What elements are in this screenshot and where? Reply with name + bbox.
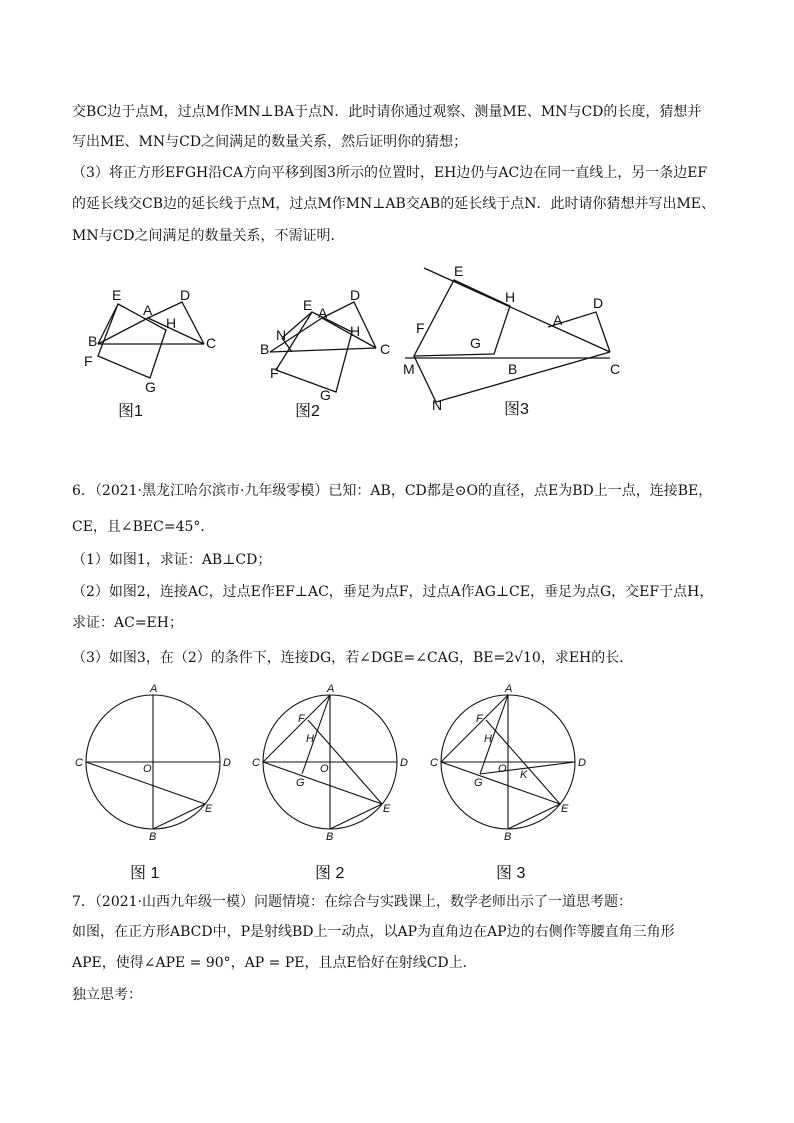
f1-B: B [149, 831, 157, 843]
p5-text-line-4: 的延长线交CB边的延长线于点M，过点M作MN⊥AB交AB的延长线于点N．此时请你猜想并写出ME、 [72, 196, 716, 212]
f3-G: G [474, 777, 483, 789]
fig2-caption: 图2 [295, 403, 320, 420]
fig3-label-E: E [454, 263, 464, 279]
p6-text-line-1: 6．（2021·黑龙江哈尔滨市·九年级零模）已知：AB，CD都是⊙O的直径，点E为BD上一点，连接BE， [72, 483, 713, 499]
fig2-label-D: D [350, 287, 361, 303]
p5-text-line-5: MN与CD之间满足的数量关系，不需证明． [72, 228, 345, 244]
p5-text-line-3: （3）将正方形EFGH沿CA方向平移到图3所示的位置时，EH边仍与AC边在同一直线上，另一条边EF [72, 165, 708, 181]
p5-text-line-2: 写出ME、MN与CD之间满足的数量关系，然后证明你的猜想； [72, 134, 468, 150]
p7-text-line-3: APE，使得∠APE = 90°，AP = PE，且点E恰好在射线CD上． [72, 955, 477, 971]
f3-E: E [561, 803, 569, 815]
p6-text-line-5: 求证：AC=EH； [72, 615, 183, 631]
fig3-label-B: B [508, 361, 518, 377]
f2-A: A [327, 683, 335, 695]
f3-F: F [476, 713, 483, 725]
fig1-label-G: G [145, 379, 156, 395]
fig3-label-D: D [593, 295, 604, 311]
fig3-label-M: M [403, 361, 415, 377]
p7-text-line-2: 如图，在正方形ABCD中，P是射线BD上一动点，以AP为直角边在AP边的右侧作等腰直角三角形 [72, 924, 675, 940]
fig2-label-E: E [303, 297, 313, 313]
f1-D: D [223, 757, 231, 769]
fig2-label-F: F [270, 365, 279, 381]
fig1-caption: 图1 [118, 403, 143, 420]
f1-O: O [143, 763, 152, 775]
fig1-line-EB [98, 304, 118, 344]
f2-E: E [383, 803, 391, 815]
fig2-label-C: C [380, 341, 391, 357]
p7-text-line-4: 独立思考： [72, 987, 142, 1003]
fig3-label-F: F [416, 320, 425, 336]
fig3-label-A: A [553, 312, 563, 328]
fig1-label-B: B [88, 333, 98, 349]
p5-figures [0, 255, 794, 420]
fig2-label-A: A [318, 305, 328, 321]
fig3-label-C: C [610, 361, 621, 377]
fig1-square-EFGH [98, 304, 166, 378]
fig1-label-C: C [206, 335, 217, 351]
f2-C: C [252, 757, 260, 769]
f2-G: G [296, 777, 305, 789]
fig2-label-G: G [320, 387, 331, 403]
fig2-label-H: H [350, 323, 361, 339]
f2-O: O [320, 763, 329, 775]
f3-B: B [504, 831, 512, 843]
p6-fig1-caption: 图 1 [130, 865, 160, 882]
p7-text-line-1: 7．（2021·山西九年级一模）问题情境：在综合与实践课上，数学老师出示了一道思考题： [72, 894, 632, 910]
f3-O: O [498, 763, 507, 775]
fig1-label-E: E [112, 287, 122, 303]
f3-H: H [484, 733, 492, 745]
p6-fig2-caption: 图 2 [315, 865, 345, 882]
p6-text-line-2: CE，且∠BEC=45°． [72, 519, 215, 535]
f1-E: E [205, 803, 213, 815]
fig2-label-B: B [260, 341, 270, 357]
fig1-label-A: A [143, 302, 153, 318]
f2-F: F [298, 713, 305, 725]
p6-text-line-3: （1）如图1，求证：AB⊥CD； [72, 552, 272, 568]
fig2-label-N: N [276, 327, 287, 343]
fig3-caption: 图3 [504, 401, 529, 418]
f3-A: A [505, 683, 513, 695]
f2-D: D [400, 757, 408, 769]
p6-text-line-6: （3）如图3，在（2）的条件下，连接DG，若∠DGE=∠CAG，BE=2√10，求EH的长． [72, 650, 634, 666]
p6-fig3-caption: 图 3 [496, 865, 526, 882]
fig3-label-G: G [470, 335, 481, 351]
fig3-label-H: H [505, 289, 516, 305]
fig3-label-N: N [432, 397, 443, 413]
f3-D: D [578, 757, 586, 769]
f2-H: H [306, 733, 314, 745]
f2-B: B [326, 831, 334, 843]
f1-C: C [75, 757, 83, 769]
f3-K: K [520, 769, 528, 781]
fig1-label-F: F [84, 353, 93, 369]
p5-text-line-1: 交BC边于点M，过点M作MN⊥BA于点N．此时请你通过观察、测量ME、MN与CD的长度，猜想并 [72, 104, 702, 120]
fig1-label-D: D [180, 287, 191, 303]
p6-text-line-4: （2）如图2，连接AC，过点E作EF⊥AC，垂足为点F，过点A作AG⊥CE，垂足为点G，交EF于点H， [72, 584, 714, 600]
fig1-label-H: H [166, 315, 177, 331]
p6-circle-figures [0, 680, 794, 860]
f3-C: C [430, 757, 438, 769]
f1-A: A [150, 683, 158, 695]
